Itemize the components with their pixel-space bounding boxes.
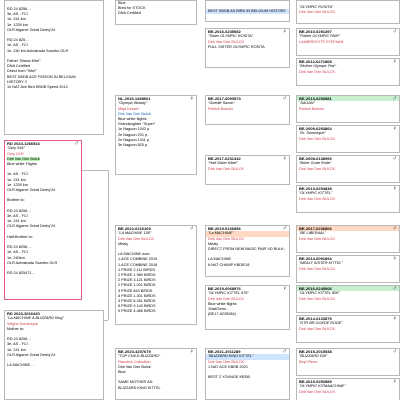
card-line: LA MACHINE won: xyxy=(118,252,151,257)
card-lines xyxy=(116,117,196,148)
card-line: 1.ACE COMBINE 2019 xyxy=(118,257,158,262)
card-line: Mealy xyxy=(208,241,219,246)
ring-number: BE-2013-6253981 xyxy=(297,96,399,101)
card-line: DIRECT FROM NEW BASIC PAIR VD BULK: xyxy=(208,247,285,252)
breeder-name: Dirk Van Den Bulck xyxy=(7,156,40,161)
ring-number: BE-2013-6254838 xyxy=(299,186,332,191)
card-line: Blue white flights xyxy=(118,117,147,122)
note-line: BEST KBDB AS BIRD IN BELGIUM HISTORY xyxy=(206,9,289,14)
card-line: 1e. 241 km xyxy=(7,219,26,224)
pigeon-name: "OLYMPIC KITTEL 976" xyxy=(208,291,249,296)
card-line: 3e. AS - FCI xyxy=(7,12,28,17)
ancestor-card[interactable] xyxy=(205,155,290,185)
ring-number: BE-2019-6166856 xyxy=(208,226,241,231)
ancestor-card[interactable] xyxy=(296,348,400,376)
ancestor-card[interactable] xyxy=(296,225,400,253)
female-icon: ♀ xyxy=(392,59,397,65)
female-icon: ♀ xyxy=(392,379,397,385)
connector xyxy=(108,170,109,320)
male-icon: ♂ xyxy=(282,226,287,232)
female-icon: ♀ xyxy=(282,29,287,35)
pigeon-name: "BLIZZARD 538" xyxy=(299,354,328,359)
ancestor-card[interactable] xyxy=(205,0,290,22)
card-line: Mealy xyxy=(118,241,129,246)
card-line: 2 PRIZE 1.001 BIRDS xyxy=(118,283,156,288)
male-icon: ♂ xyxy=(392,156,397,162)
card-line: 9 PRIZE 4.485 BIRDS xyxy=(118,309,156,314)
card-line: 2 PRIZE 3.121 BIRDS xyxy=(118,278,156,283)
pigeon-name: "OLYMPIC KITMAACHINE" xyxy=(299,384,346,389)
ring-number: BE-2023-4207679 xyxy=(118,349,151,354)
card-line: Blue xyxy=(118,370,126,375)
pigeon-name: "Half Sister Kittel" xyxy=(208,161,238,166)
male-icon: ♂ xyxy=(74,141,79,147)
breeder-name: Dirk Van Den BULCK xyxy=(299,326,336,331)
ancestor-card[interactable] xyxy=(296,155,400,183)
card-line: Direct from "Kitel" xyxy=(7,69,37,74)
ancestor-card[interactable] xyxy=(296,378,400,400)
pigeon-name: "Sister OLYMPIC ROSITA" xyxy=(208,34,254,39)
pigeon-name: "BE LIBERAAL" xyxy=(299,231,326,236)
ring-number: BE-2008-6138993 xyxy=(299,156,332,161)
card-lines xyxy=(5,327,103,369)
card-line: Grandaughter "Super" xyxy=(118,122,156,127)
breeder-name: Dirk Van Den BULCK xyxy=(208,166,245,171)
card-line: Dirk Van Den Bulck xyxy=(118,364,151,369)
card-line: 1e. AS - FCI xyxy=(7,172,28,177)
card-line: 2e Nagoon 201 p. xyxy=(118,132,149,137)
pigeon-name: "La MACHINE" xyxy=(206,231,289,236)
ring-number: BE-2016-6245006 xyxy=(297,286,399,291)
breeder-name: Dirk Van Den BULCK xyxy=(299,266,336,271)
pigeon-name: "TOP CHILD BLIZZARD" xyxy=(118,354,161,359)
connector xyxy=(78,170,108,171)
card-line: 3e Nagoon 820 p. xyxy=(118,143,149,148)
pigeon-name: "LA MACHINE 158" xyxy=(118,231,152,236)
card-line: 1Nat/Semi... xyxy=(208,307,229,312)
ancestor-card[interactable] xyxy=(296,285,400,313)
card-line: BEST 2 YOUNGE KBDB xyxy=(208,375,250,380)
breeder-name: Dirk Van Den BULCK xyxy=(299,166,336,171)
pigeon-name: "Goedle Saxon" xyxy=(208,101,235,106)
breeder-name: Dirk Van Den BULCK xyxy=(299,236,336,241)
male-icon: ♂ xyxy=(392,286,397,292)
card-line: OLR Algarve Great Derby'24 xyxy=(7,352,56,357)
male-icon: ♂ xyxy=(282,96,287,102)
breeder-name: Dirk Van Den BULCK xyxy=(118,236,155,241)
tag-label: Mitja Kessel xyxy=(118,106,139,111)
breeder-name: Dirk Van Den BULCK xyxy=(299,10,336,15)
pigeon-name: "OLYMPIC ROSITA" xyxy=(299,5,334,9)
female-icon: ♀ xyxy=(392,186,397,192)
ancestor-card[interactable] xyxy=(205,348,290,400)
breeder-name: Dirk Van Den BULCK xyxy=(299,136,336,141)
breeder-name: Dirk Van Den Bulck xyxy=(118,111,151,116)
card-line: SAME MOTHER AS: xyxy=(118,380,154,385)
ancestor-card[interactable] xyxy=(296,0,400,24)
ancestor-card[interactable] xyxy=(296,95,400,123)
breeder-name: Dirk Van Den BULCK xyxy=(299,296,336,301)
ring-number: BE-2014-6133875 xyxy=(299,316,332,321)
ring-number: BE-2022-6216169 xyxy=(118,226,151,231)
card-line: LA MACHINE xyxy=(208,257,231,262)
pigeon-name: "Father OLYMPIC PAIR" xyxy=(299,34,341,39)
card-line: 1e. AS - FCI xyxy=(7,250,28,255)
pigeon-name: "SAGAN" xyxy=(299,101,315,106)
ring-number: BE-2017-6236806 xyxy=(297,226,399,231)
male-icon: ♂ xyxy=(392,349,397,355)
female-icon: ♀ xyxy=(392,256,397,262)
ring-number: BE-2021-2011289 xyxy=(208,349,241,354)
pigeon-name: "BLIZZARD KING KITTEL" xyxy=(206,354,289,359)
card-line: 3 PRIZE 843 BIRDS xyxy=(118,288,153,293)
female-icon: ♀ xyxy=(282,286,287,292)
breeder-name: LAMBRECHTS STEFAAN xyxy=(299,39,344,44)
ancestor-card-top[interactable] xyxy=(4,0,104,135)
male-icon: ♂ xyxy=(189,226,194,232)
tag-label: Only OLR xyxy=(7,151,24,156)
card-line: DNA Certified xyxy=(7,64,30,69)
card-line: OLR Algarve Great Derby'24 xyxy=(7,224,56,229)
pigeon-name: "Only 544" xyxy=(7,146,25,151)
card-line: BLIZZARD KING KITTEL xyxy=(118,385,161,390)
ring-number: BE-2014-6091894 xyxy=(299,256,332,261)
female-icon: ♀ xyxy=(392,126,397,132)
ancestor-card[interactable] xyxy=(205,225,290,277)
ring-number: BE-2017-6231342 xyxy=(208,156,241,161)
ring-number: BE-2010-6291397 xyxy=(299,29,332,34)
pigeon-name: "Brûer Gode Rode" xyxy=(299,161,332,166)
ancestor-card[interactable] xyxy=(296,315,400,343)
female-icon: ♀ xyxy=(392,316,397,322)
female-icon: ♀ xyxy=(282,156,287,162)
card-line: RD 24 825… xyxy=(7,38,29,43)
pigeon-name: "Dr. Sommique" xyxy=(299,131,326,136)
card-line: 1e Nagoon 1042 p. xyxy=(118,127,151,132)
pigeon-name: "DTR BR GOEDE RODE" xyxy=(299,321,343,326)
breeder-name: Dirk Van Den BULCK xyxy=(208,359,245,364)
card-line: OLR Autostrada Scarrbo OLR xyxy=(7,260,58,265)
card-line: HISTORY !! xyxy=(7,79,27,84)
card-line: 3e. AS - FCI xyxy=(7,214,28,219)
card-line: 1e. AS - FCI xyxy=(7,43,28,48)
card-line: 3 PRIZE 6.261 BIRDS xyxy=(118,299,156,304)
male-icon: ♂ xyxy=(392,226,397,232)
pigeon-name: "Mother Olympic Pair" xyxy=(299,64,337,69)
card-line: RD 24 8256… xyxy=(7,208,32,213)
card-line: OLR Algarve Great Derby'24 xyxy=(7,188,56,193)
ring-number: BE-2017-6093573 xyxy=(208,96,241,101)
card-line: 6.NAT CHAMP KBDB'18 xyxy=(208,262,250,267)
card-line: 1e. 241 km xyxy=(7,17,26,22)
ancestor-card[interactable] xyxy=(205,285,290,330)
card-line: (BE17-6235084) xyxy=(208,312,236,317)
subject-card[interactable] xyxy=(4,140,82,300)
card-line: 1e. 241 km xyxy=(7,347,26,352)
card-line: RD 24 8256… xyxy=(7,245,32,250)
ancestor-card[interactable] xyxy=(115,0,197,25)
ancestor-card[interactable] xyxy=(115,348,197,400)
card-line: LA MACHINE… xyxy=(7,363,34,368)
pigeon-name: "Olympic Beauty" xyxy=(118,101,148,106)
card-line: Blue white Flights xyxy=(7,162,37,167)
breeder-name: Dirk Van Den BULCK xyxy=(299,389,336,394)
ancestor-card[interactable] xyxy=(296,28,400,56)
card-line: 2e Nagoon 1411 p. xyxy=(118,137,151,142)
ancestor-card[interactable] xyxy=(115,95,197,175)
ring-number: NL-2019-1498601 xyxy=(118,96,151,101)
card-lines xyxy=(206,302,289,318)
ring-number: BE-2015-2015538 xyxy=(299,349,332,354)
pigeon-name: "La MACHINE A BLIZZARD King" xyxy=(7,316,64,321)
breeder-name: Velghe Dominique xyxy=(7,321,38,326)
breeder-name: Patrick Boeckx xyxy=(208,106,234,111)
ring-number: RD 2023-3016420 xyxy=(7,311,40,316)
breeder-name: Beyl Pierre xyxy=(299,359,318,364)
ring-number: BE-2012-6271808 xyxy=(299,59,332,64)
card-line: Blue xyxy=(118,1,126,5)
card-lines xyxy=(206,365,289,381)
card-line: Bred for STOCK xyxy=(118,6,146,11)
breeder-name: Dirk Van Den BULCK xyxy=(208,236,245,241)
card-line: 2 PRIZE 1.980 BIRDS xyxy=(118,273,156,278)
ring-number: RD 2024-1266544 xyxy=(7,141,40,146)
breeder-name: Dirk Van Den BULCK xyxy=(208,39,245,44)
card-line: Mother to: xyxy=(7,326,25,331)
card-line: 1 PRIZE 2,111 BIRDS xyxy=(118,267,155,272)
breeder-name: Dirk Van Den BULCK xyxy=(299,196,336,201)
card-line: 6 PRIZE 1.301 BIRDS xyxy=(118,293,156,298)
ancestor-card[interactable] xyxy=(296,185,400,213)
ring-number: BE-2016-6235082 xyxy=(208,29,241,34)
card-lines xyxy=(206,242,289,268)
male-icon: ♂ xyxy=(392,96,397,102)
ancestor-card[interactable] xyxy=(205,28,290,68)
pigeon-name: "OLYMPIC KITTEL 806" xyxy=(299,291,340,296)
card-line: RD 24 8256… xyxy=(7,7,32,11)
card-line: 1.NAT ACE KBDB 2021 xyxy=(208,364,248,369)
ring-number: BE-2019-6253589 xyxy=(299,379,332,384)
female-icon: ♀ xyxy=(189,96,194,102)
ancestor-card[interactable] xyxy=(296,125,400,153)
card-line: Blue white flights xyxy=(208,301,237,306)
pigeon-name: "OLYMPIC KITTEL" xyxy=(299,191,333,196)
ancestor-card[interactable] xyxy=(296,255,400,283)
ring-number: BE-2019-6068976 xyxy=(208,286,241,291)
breeder-name: Dirk Van Den BULCK xyxy=(299,69,336,74)
card-line: 1e. 241 km xyxy=(7,177,26,182)
card-line: 1.ACE COMBINE 2018 xyxy=(118,262,158,267)
card-line: Brother to: xyxy=(7,198,25,203)
card-lines xyxy=(116,365,196,391)
card-line: DNA Certified xyxy=(118,11,141,16)
card-line: BEST KBDB ACE PIGEON IN BELGIUM xyxy=(7,74,76,79)
ring-number: BE-2009-6253864 xyxy=(299,126,332,131)
card-line: RD 24 825471… xyxy=(7,271,36,276)
female-icon: ♀ xyxy=(189,349,194,355)
card-line: 3e. AS - FCI xyxy=(7,342,28,347)
pigeon-name: "MEALY SISTER KITTEL" xyxy=(299,261,343,266)
card-line: 1e. 1239 km xyxy=(7,182,28,187)
card-lines xyxy=(116,1,196,17)
card-line: 1e NAT Ace Bird KBDB Speed 2013 xyxy=(7,85,68,90)
card-line: Father "Blauw Kitel" xyxy=(7,59,41,64)
card-lines xyxy=(5,1,103,90)
card-lines xyxy=(116,242,196,315)
ancestor-card-bottom[interactable] xyxy=(4,310,104,400)
breeder-name: Dirk Van Den BULCK xyxy=(208,296,245,301)
card-line: Half-Brother to: xyxy=(7,234,33,239)
ancestor-card[interactable] xyxy=(296,58,400,86)
card-line: 1e. 1239 km xyxy=(7,22,28,27)
breeder-name: Flanders Collection xyxy=(118,359,151,364)
card-line: RD 24 8256… xyxy=(7,337,32,342)
breeder-name: Patrick Boeckx xyxy=(299,106,325,111)
card-line: 1e. 240 km Autostrada Scarrbo OLR xyxy=(7,48,69,53)
male-icon: ♂ xyxy=(392,29,397,35)
male-icon: ♂ xyxy=(282,349,287,355)
card-lines xyxy=(5,162,81,276)
card-line: 1e. 240km xyxy=(7,255,25,260)
card-line: OLR Algarve Great Derby'24 xyxy=(7,27,56,32)
ancestor-card[interactable] xyxy=(115,225,197,325)
card-line: 5 PRIZE 9.140 BIRDS xyxy=(118,304,156,309)
ancestor-card[interactable] xyxy=(205,95,290,125)
note-line: FULL SISTER OLYMPIC ROSITA xyxy=(208,44,265,49)
